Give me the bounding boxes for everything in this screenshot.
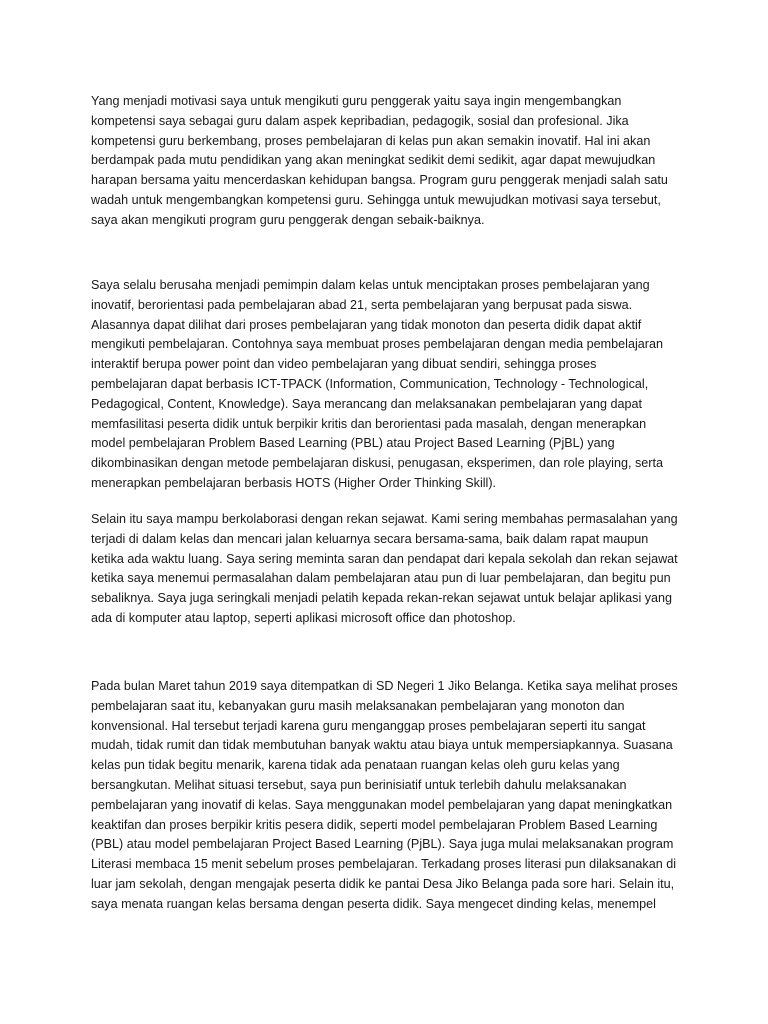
- paragraph-motivation: Yang menjadi motivasi saya untuk mengikuti guru penggerak yaitu saya ingin mengembangkan kompetensi saya sebagai guru dalam aspek kepribadian, pedagogik, sosial dan profesional. Jika kompetensi guru berkembang, proses pembelajaran di kelas pun akan semakin inovatif. Hal ini akan berdampak pada mutu pendidikan yang akan meningkat sedikit demi sedikit, agar dapat mewujudkan harapan bersama yaitu mencerdaskan kehidupan bangsa. Program guru penggerak menjadi salah satu wadah untuk mengembangkan kompetensi guru. Sehingga untuk mewujudkan motivasi saya tersebut, saya akan mengikuti program guru penggerak dengan sebaik-baiknya.: [91, 94, 668, 227]
- paragraph-leadership: Saya selalu berusaha menjadi pemimpin dalam kelas untuk menciptakan proses pembelajaran yang inovatif, berorientasi pada pembelajaran abad 21, serta pembelajaran yang berpusat pada siswa. Alasannya dapat dilihat dari proses pembelajaran yang tidak monoton dan peserta didik dapat aktif mengikuti pembelajaran. Contohnya saya membuat proses pembelajaran dengan media pembelajaran interaktif berupa power point dan video pembelajaran yang dibuat sendiri, sehingga proses pembelajaran dapat berbasis ICT-TPACK (Information, Communication, Technology - Technological, Pedagogical, Content, Knowledge). Saya merancang dan melaksanakan pembelajaran yang dapat memfasilitasi peserta didik untuk berpikir kritis dan berorientasi pada masalah, dengan menerapkan model pembelajaran Problem Based Learning (PBL) atau Project Based Learning (PjBL) yang dikombinasikan dengan metode pembelajaran diskusi, penugasan, eksperimen, dan role playing, serta menerapkan pembelajaran berbasis HOTS (Higher Order Thinking Skill).: [91, 278, 663, 490]
- paragraph-experience: Pada bulan Maret tahun 2019 saya ditempatkan di SD Negeri 1 Jiko Belanga. Ketika saya melihat proses pembelajaran saat itu, kebanyakan guru masih melaksanakan pembelajaran yang monoton dan konvensional. Hal tersebut terjadi karena guru menganggap proses pembelajaran seperti itu sangat mudah, tidak rumit dan tidak membutuhan banyak waktu atau biaya untuk mempersiapkannya. Suasana kelas pun tidak begitu menarik, karena tidak ada penataan ruangan kelas oleh guru kelas yang bersangkutan. Melihat situasi tersebut, saya pun berinisiatif untuk terlebih dahulu melaksanakan pembelajaran yang inovatif di kelas. Saya menggunakan model pembelajaran yang dapat meningkatkan keaktifan dan proses berpikir kritis pesera didik, seperti model pembelajaran Problem Based Learning (PBL) atau model pembelajaran Project Based Learning (PjBL). Saya juga mulai melaksanakan program Literasi membaca 15 menit sebelum proses pembelajaran. Terkadang proses literasi pun dilaksanakan di luar jam sekolah, dengan mengajak peserta didik ke pantai Desa Jiko Belanga pada sore hari. Selain itu, saya menata ruangan kelas bersama dengan peserta didik. Saya mengecet dinding kelas, menempel: [91, 679, 678, 911]
- paragraph-collaboration: Selain itu saya mampu berkolaborasi dengan rekan sejawat. Kami sering membahas permasalahan yang terjadi di dalam kelas dan mencari jalan keluarnya secara bersama-sama, baik dalam rapat maupun ketika ada waktu luang. Saya sering meminta saran dan pendapat dari kepala sekolah dan rekan sejawat ketika saya menemui permasalahan dalam pembelajaran atau pun di luar pembelajaran, dan begitu pun sebaliknya. Saya juga seringkali menjadi pelatih kepada rekan-rekan sejawat untuk belajar aplikasi yang ada di komputer atau laptop, seperti aplikasi microsoft office dan photoshop.: [91, 512, 678, 625]
